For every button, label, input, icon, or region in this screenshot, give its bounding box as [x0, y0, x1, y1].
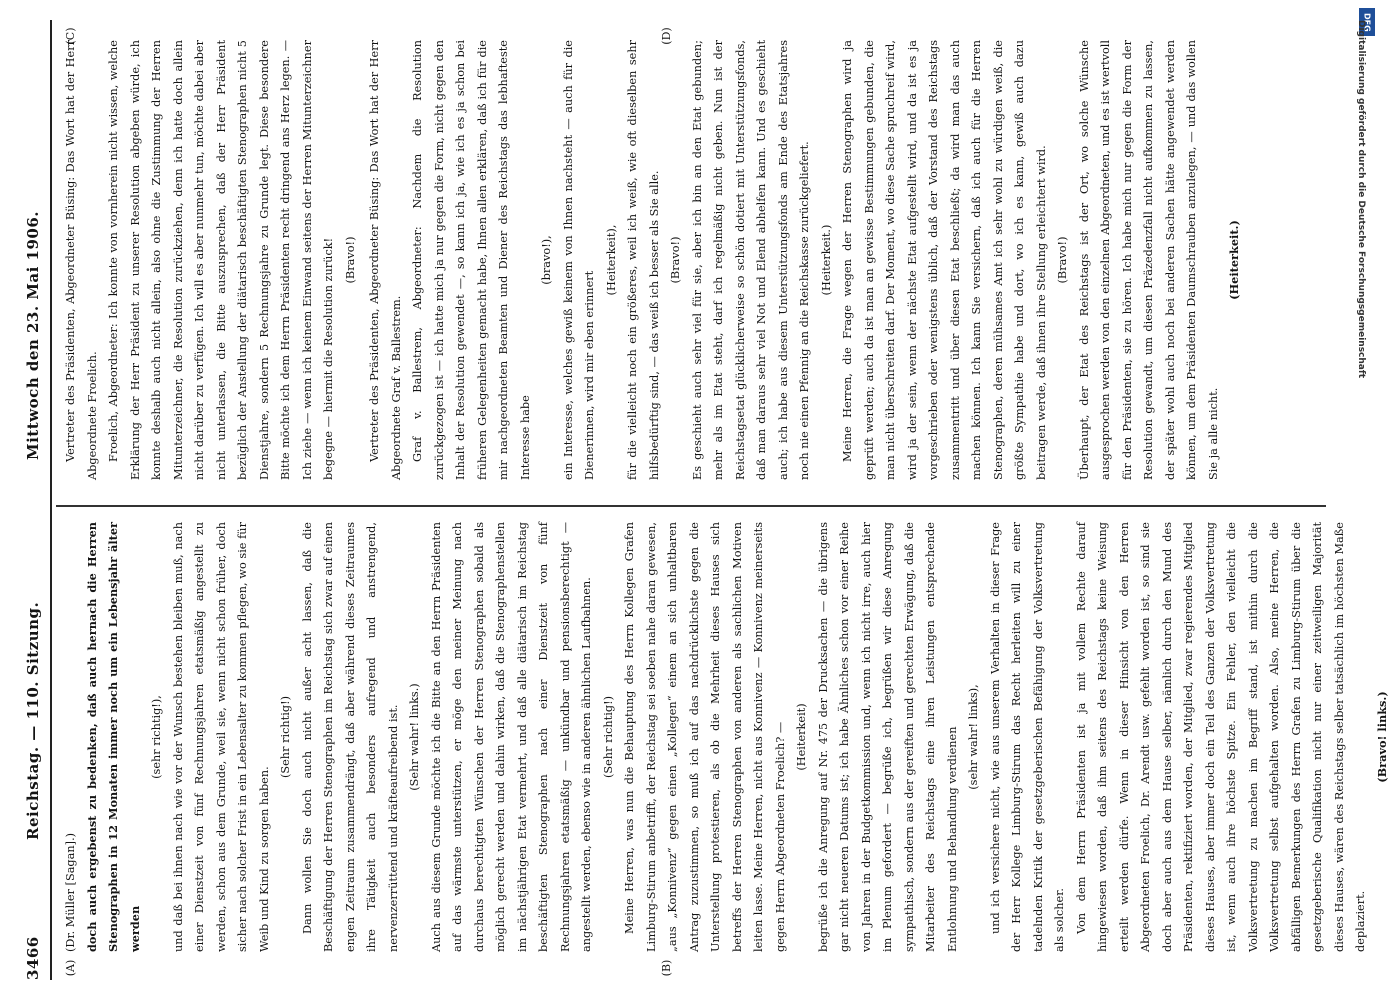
margin-marker-d: (D): [660, 27, 673, 45]
paragraph: (Dr. Müller [Sagan].): [64, 832, 77, 952]
paragraph: (sehr richtig!),: [150, 695, 163, 779]
paragraph: (Bravo! links.): [1374, 691, 1389, 783]
margin-marker-b: (B): [660, 959, 673, 977]
paragraph: Graf v. Ballestrem, Abgeordneter: Nachdem die Resolution zurückgezogen ist — ich hatte mich ja nur gegen die Form, nicht gegen den Inhalt der Resolution gewendet —, so kann ich ja, wie ich es ja schon bei früheren Gelegenheiten gemacht habe, Ihnen allen erklären, daß ich für die mir nachgeordneten Beamten und Diener des Reichstags das lebhafteste Interesse habe: [411, 40, 532, 480]
paragraph: (Sehr wahr! links.): [408, 683, 421, 791]
dfg-logo: DFG: [1359, 8, 1375, 36]
paragraph: (Heiterkeit.): [1227, 220, 1241, 300]
paragraph: (Heiterkeit.): [819, 224, 833, 296]
paragraph: und daß bei ihnen nach wie vor der Wunsch bestehen bleiben muß, nach einer Dienstzeit von fünf Rechnungsjahren etatsmäßig angestellt zu werden, schon aus dem Grunde, weil sie, wenn nicht schon früher, doch sicher nach solcher Frist in ein Lebensalter zu kommen pflegen, wo sie für Weib und Kind zu sorgen haben.: [171, 522, 271, 952]
header-date: Mittwoch den 23. Mai 1906.: [24, 210, 42, 460]
margin-marker-c: (C): [64, 27, 77, 45]
paragraph: (bravo!),: [540, 235, 553, 285]
paragraph: (Bravo!): [669, 236, 682, 284]
paragraph: (Heiterkeit): [795, 703, 808, 771]
paragraph: (Bravo!): [343, 236, 357, 284]
paragraph: (Bravo!): [1056, 236, 1069, 284]
paragraph: (Sehr richtig!): [279, 695, 292, 779]
header-rule: [50, 20, 52, 980]
paragraph: Auch aus diesem Grunde möchte ich die Bitte an den Herrn Präsidenten auf das wärmste unterstützen, er möge den meiner Meinung nach durchaus berechtigten Wünschen der Herren Stenographen sobald als möglich gerecht werden und dahin wirken, daß die Stenographenstellen im nächstjährigen Etat vermehrt, und daß alle diätarisch im Reichstag beschäftigten Stenographen nach einer Dienstzeit von fünf Rechnungsjahren etatsmäßig — unkündbar und pensionsberechtigt — angestellt werden, ebenso wie in anderen ähnlichen Laufbahnen.: [429, 522, 593, 952]
paragraph: Es geschieht auch sehr viel für sie, aber ich bin an den Etat gebunden; mehr als im Etat steht, darf ich regelmäßig nicht geben. Nun ist der Reichstagsetat glücklicherweise so schön dotiert mit Unterstützungsfonds, daß man daraus sehr viel Not und Elend abhelfen kann. Und es geschieht auch; ich habe aus diesem Unterstützungsfonds am Ende des Etatsjahres noch nie einen Pfennig an die Reichskasse zurückgeliefert.: [690, 40, 811, 480]
digitization-note: [1356, 20, 1380, 980]
paragraph: (Sehr richtig!): [601, 695, 615, 779]
paragraph: Von dem Herrn Präsidenten ist ja mit vollem Rechte darauf hingewiesen worden, daß ihm seitens des Reichstags keine Weisung erteilt werden dürfe. Wenn in dieser Hinsicht von den Herren Abgeordneten Froelich, Dr. Arendt usw. gefehlt worden ist, so sind sie doch aber auch aus dem Hause selber, nämlich durch den Mund des Präsidenten, rektifiziert worden, der Mitglied, zwar regierendes Mitglied dieses Hauses, aber immer doch ein Teil des Ganzen der Volksvertretung ist, wenn auch ihre höchste Spitze. Ein Fehler, den vielleicht die Volksvertretung zu machen im Begriff stand, ist mithin durch die Volksvertretung selbst aufgehalten worden. Also, meine Herren, die abfälligen Bemerkungen des Herrn Grafen zu Limburg-Stirum über die gesetzgeberische Qualifikation nicht nur einer zeitweiligen Majorität dieses Hauses, wären des Reichstags selber tatsächlich im höchsten Maße deplaziert.: [1074, 522, 1367, 952]
paragraph: Dann wollen Sie doch auch nicht außer acht lassen, daß die Beschäftigung der Herren Stenographen im Reichstag sich zwar auf einen engen Zeitraum zusammendrängt, daß aber während dieses Zeitraumes ihre Tätigkeit auch besonders aufregend und anstrengend, nervenzerrüttend und kräfteaufreibend ist.: [300, 522, 400, 952]
header-body: Reichstag. — 110. Sitzung.: [24, 601, 42, 840]
paragraph: Vertreter des Präsidenten, Abgeordneter Büsing: Das Wort hat der Herr Abgeordnete Graf v. Ballestrem.: [368, 40, 403, 480]
page-header: [20, 20, 50, 980]
paragraph: (Heiterkeit),: [604, 224, 618, 296]
paragraph: für die vielleicht noch ein größeres, weil ich weiß, wie oft dieselben sehr hilfsbedürftig sind, — das weiß ich besser als Sie alle.: [626, 40, 661, 480]
paragraph: Vertreter des Präsidenten, Abgeordneter Büsing: Das Wort hat der Herr Abgeordnete Froelich.: [64, 40, 99, 480]
paragraph: Meine Herren, was nun die Behauptung des Herrn Kollegen Grafen Limburg-Stirum anbetrifft, der Reichstag sei soeben nahe daran gewesen, „aus „Konnivenz“ gegen einen „Kollegen“ einem an sich unhaltbaren Antrag zuzustimmen, so muß ich auf das nachdrücklichste gegen die Unterstellung protestieren, als ob die Mehrheit dieses Hauses sich betreffs der Herren Stenographen von anderen als sachlichen Motiven leiten lasse. Meine Herren, nicht aus Konnivenz — Konnivenz meinerseits gegen Herrn Abgeordneten Froelich? —: [623, 522, 787, 952]
paragraph: begrüße ich die Anregung auf Nr. 475 der Drucksachen — die übrigens gar nicht neueren Datums ist; ich habe Ähnliches schon vor einer Reihe von Jahren in der Budgetkommission und, wenn ich nicht irre, auch hier im Plenum gefordert — begrüße ich, begrüßen wir diese Anregung sympathisch, sondern aus der gereiften und gerechten Erwägung, daß die Mitarbeiter des Reichstags eine ihren Leistungen entsprechende Entlohnung und Behandlung verdienen: [816, 522, 959, 952]
right-column: [60, 40, 1330, 480]
left-column: [60, 522, 1389, 952]
paragraph: (sehr wahr! links),: [967, 684, 980, 790]
digitization-text: Digitalisierung gefördert durch die Deutsche Forschungsgemeinschaft: [1356, 20, 1366, 379]
paragraph: ein Interesse, welches gewiß keinem von Ihnen nachsteht — auch für die Dienerinnen, wird mir eben erinnert: [561, 40, 596, 480]
paragraph: Überhaupt, der Etat des Reichstags ist der Ort, wo solche Wünsche ausgesprochen werden von den einzelnen Abgeordneten, und es ist wertvoll für den Präsidenten, sie zu hören. Ich habe mich nur gegen die Form der Resolution gewandt, um diesen Präzedenzfall nicht aufkommen zu lassen, der später wohl auch noch bei anderen Sachen hätte angewendet werden können, um dem Präsidenten Daumschrauben anzulegen, — und das wollen Sie ja alle nicht.: [1077, 40, 1220, 480]
page-number: 3466: [24, 936, 42, 980]
paragraph: und ich versichere nicht, wie aus unserem Verhalten in dieser Frage der Herr Kollege Limburg-Stirum das Recht herleiten will zu einer tadelnden Kritik der gesetzgeberischen Befähigung der Volksvertretung als solcher.: [988, 522, 1066, 952]
column-divider: [56, 506, 1326, 508]
paragraph: doch auch ergebenst zu bedenken, daß auch hernach die Herren Stenographen in 12 Monaten immer noch um ein Lebensjahr älter werden: [84, 522, 142, 952]
margin-marker-a: (A): [64, 959, 77, 977]
paragraph: Meine Herren, die Frage wegen der Herren Stenographen wird ja geprüft werden; auch da ist man an gewisse Bestimmungen gebunden, die man nicht überschreiten darf. Der Moment, wo diese Sache spruchreif wird, wird ja der sein, wenn der nächste Etat aufgestellt wird, und da ist es ja vorgeschrieben oder wenigstens üblich, daß der Vorstand des Reichstags zusammentritt und über diesen Etat beschließt; da wird man das auch machen können. Ich kann Sie versichern, daß ich auch für die Herren Stenographen, deren mühsames Amt ich sehr wohl zu würdigen weiß, die größte Sympathie habe und dort, wo ich es kann, gewiß auch dazu beitragen werde, daß ihnen ihre Stellung erleichtert wird.: [841, 40, 1048, 480]
paragraph: Froelich, Abgeordneter: Ich konnte von vornherein nicht wissen, welche Erklärung der Herr Präsident zu unserer Resolution abgeben würde, ich konnte deshalb auch nicht allein, also ohne die Zustimmung der Herren Mitunterzeichner, die Resolution zurückziehen, denn ich hatte doch allein nicht darüber zu verfügen. Ich will es aber nunmehr tun, möchte dabei aber nicht unterlassen, die Bitte auszusprechen, daß der Herr Präsident bezüglich der Anstellung der diätarisch beschäftigten Stenographen nicht 5 Dienstjahre, sondern 5 Rechnungsjahre zu Grunde legt. Diese besondere Bitte möchte ich dem Herrn Präsidenten recht dringend ans Herz legen. — Ich ziehe — wenn ich keinem Einwand seitens der Herren Mitunterzeichner begegne — hiermit die Resolution zurück!: [107, 40, 335, 480]
